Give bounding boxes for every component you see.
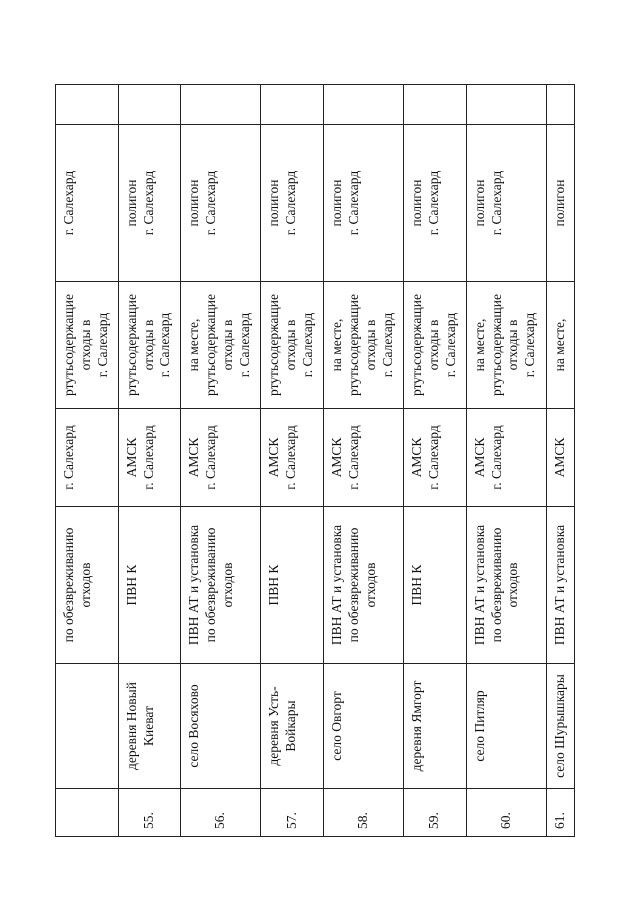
activity-cell: ПВН К [261,507,324,664]
destination-cell: полигон г. Салехард [261,125,324,282]
locality-cell: деревня Ямгорт [403,664,466,789]
destination-cell: полигон г. Салехард [181,125,261,282]
operator-cell: г. Салехард [56,409,119,507]
waste-cell: на месте, [546,282,574,409]
row-number: 59. [403,789,466,837]
waste-cell: ртутьсодержащие отходы в г. Салехард [403,282,466,409]
extra-cell [324,85,404,125]
row-number: 57. [261,789,324,837]
table-row [324,85,404,837]
row-number: 56. [181,789,261,837]
destination-cell: г. Салехард [56,125,119,282]
destination-cell: полигон г. Салехард [403,125,466,282]
table-row [546,85,574,837]
operator-cell: АМСК г. Салехард [466,409,546,507]
operator-cell: АМСК г. Салехард [324,409,404,507]
waste-cell: на месте, ртутьсодержащие отходы в г. Салехард [181,282,261,409]
extra-cell [403,85,466,125]
row-number: 60. [466,789,546,837]
locality-cell: деревня Новый Киеват [118,664,181,789]
activity-cell: по обезвреживанию отходов [56,507,119,664]
table-row [466,85,546,837]
extra-cell [118,85,181,125]
waste-cell: ртутьсодержащие отходы в г. Салехард [118,282,181,409]
waste-cell: ртутьсодержащие отходы в г. Салехард [261,282,324,409]
activity-cell: ПВН К [403,507,466,664]
table-row [118,85,181,837]
destination-cell: полигон г. Салехард [118,125,181,282]
row-number: 58. [324,789,404,837]
operator-cell: АМСК [546,409,574,507]
operator-cell: АМСК г. Салехард [181,409,261,507]
row-number: 55. [118,789,181,837]
activity-cell: ПВН АТ и установка по обезвреживанию отходов [324,507,404,664]
locality-cell: село Овгорт [324,664,404,789]
table-row [181,85,261,837]
waste-cell: на месте, ртутьсодержащие отходы в г. Салехард [466,282,546,409]
waste-cell: ртутьсодержащие отходы в г. Салехард [56,282,119,409]
locality-cell: село Шурышкары [546,664,574,789]
activity-cell: ПВН К [118,507,181,664]
table-row [403,85,466,837]
destination-cell: полигон [546,125,574,282]
row-number: 61. [546,789,574,837]
operator-cell: АМСК г. Салехард [261,409,324,507]
waste-cell: на месте, ртутьсодержащие отходы в г. Салехард [324,282,404,409]
extra-cell [466,85,546,125]
destination-cell: полигон г. Салехард [466,125,546,282]
operator-cell: АМСК г. Салехард [403,409,466,507]
extra-cell [56,85,119,125]
table-row [56,85,119,837]
activity-cell: ПВН АТ и установка по обезвреживанию отходов [181,507,261,664]
locality-cell: село Питляр [466,664,546,789]
activity-cell: ПВН АТ и установка по обезвреживанию отходов [466,507,546,664]
locality-cell: село Восяхово [181,664,261,789]
extra-cell [546,85,574,125]
table-row [261,85,324,837]
waste-facilities-table [55,84,575,837]
activity-cell: ПВН АТ и установка [546,507,574,664]
operator-cell: АМСК г. Салехард [118,409,181,507]
extra-cell [181,85,261,125]
locality-cell: деревня Усть- Войкары [261,664,324,789]
locality-cell [56,664,119,789]
extra-cell [261,85,324,125]
destination-cell: полигон г. Салехард [324,125,404,282]
row-number [56,789,119,837]
rotated-table-wrapper [55,85,575,837]
